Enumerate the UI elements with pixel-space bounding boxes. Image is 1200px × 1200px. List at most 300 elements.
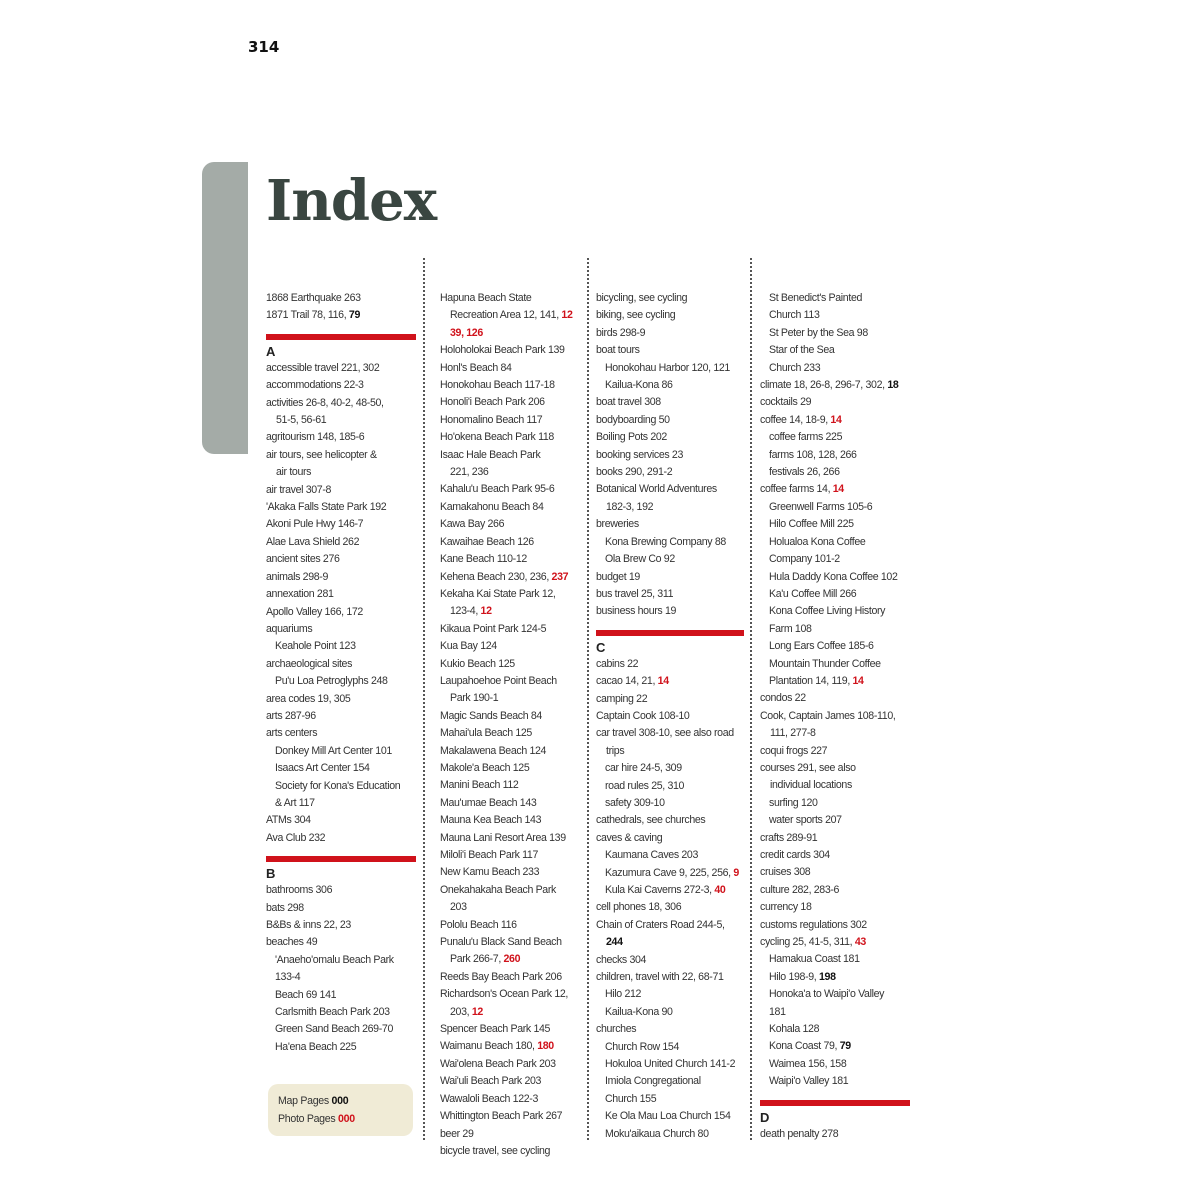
index-entry (440, 394, 580, 411)
entry-text: Kahalu'u Beach Park 95-6 (440, 483, 555, 496)
index-subentry (596, 1073, 744, 1090)
entry-text: Moku'aikaua Church 80 (605, 1127, 709, 1140)
entry-text: Star of the Sea (769, 344, 835, 357)
index-entry (440, 586, 580, 603)
map-page-ref: 244 (606, 936, 623, 949)
entry-text: Hilo 198-9, (769, 970, 819, 983)
entry-text: Greenwell Farms 105-6 (769, 500, 873, 513)
index-subentry (596, 377, 744, 394)
index-entry (760, 377, 910, 394)
entry-text: 221, 236 (450, 466, 489, 479)
entry-text: coffee 14, 18-9, (760, 413, 831, 426)
entry-text: Whittington Beach Park 267 (440, 1110, 563, 1123)
entry-text: Honoka'a to Waipi'o Valley (769, 988, 885, 1001)
index-entry (266, 290, 416, 307)
index-subentry (266, 1021, 416, 1038)
entry-text: Kona Coast 79, (769, 1040, 840, 1053)
index-subentry (760, 1038, 910, 1055)
index-entry (266, 917, 416, 934)
entry-text: Kane Beach 110-12 (440, 553, 527, 566)
index-entry (266, 499, 416, 516)
index-entry (266, 725, 416, 742)
entry-text: Green Sand Beach 269-70 (275, 1023, 393, 1036)
photo-page-ref: 12 (471, 1005, 483, 1018)
entry-text: Hula Daddy Kona Coffee 102 (769, 570, 898, 583)
photo-page-ref: 14 (832, 483, 844, 496)
entry-text: culture 282, 283-6 (760, 883, 840, 896)
index-entry (760, 847, 910, 864)
entry-text: air travel 307-8 (266, 483, 332, 496)
entry-text: aquariums (266, 622, 313, 635)
page-legend (268, 1084, 413, 1136)
entry-text: 133-4 (275, 971, 301, 984)
entry-text: Mauna Lani Resort Area 139 (440, 831, 566, 844)
letter-heading: D (760, 1109, 770, 1125)
index-entry (266, 534, 416, 551)
entry-text: Long Ears Coffee 185-6 (769, 640, 874, 653)
entry-text: individual locations (770, 779, 852, 792)
entry-text: cabins 22 (596, 657, 639, 670)
index-entry (760, 882, 910, 899)
index-column-2 (440, 290, 580, 1160)
index-entry (760, 760, 910, 777)
index-entry (440, 708, 580, 725)
entry-text: Honokohau Beach 117-18 (440, 379, 555, 392)
entry-text: Kawa Bay 266 (440, 518, 505, 531)
index-entry (596, 952, 744, 969)
entry-text: Pu'u Loa Petroglyphs 248 (275, 675, 388, 688)
index-subentry (596, 882, 744, 899)
entry-text: Honoli'i Beach Park 206 (440, 396, 545, 409)
index-entry (596, 516, 744, 533)
index-entry (596, 290, 744, 307)
index-entry (440, 847, 580, 864)
index-entry (266, 516, 416, 533)
entry-text: 123-4, (450, 605, 481, 618)
index-entry (440, 986, 580, 1003)
entry-text: Makole'a Beach 125 (440, 761, 530, 774)
index-subentry (760, 325, 910, 342)
index-entry (266, 307, 416, 324)
entry-text: Kona Coffee Living History (769, 605, 886, 618)
index-subentry (596, 795, 744, 812)
entry-text: Isaac Hale Beach Park (440, 448, 541, 461)
index-entry (760, 830, 910, 847)
entry-text: ATMs 304 (266, 814, 311, 827)
index-entry-continuation (266, 795, 416, 812)
entry-text: Ha'ena Beach 225 (275, 1040, 357, 1053)
index-entry (596, 830, 744, 847)
entry-text: arts 287-96 (266, 709, 316, 722)
entry-text: St Benedict's Painted (769, 292, 863, 304)
entry-text: books 290, 291-2 (596, 466, 673, 479)
index-column-3 (596, 290, 744, 1143)
index-subentry (266, 778, 416, 795)
index-subentry (760, 603, 910, 620)
entry-text: 203 (450, 901, 467, 914)
index-entry (596, 917, 744, 934)
entry-text: 51-5, 56-61 (276, 414, 327, 427)
entry-text: Kekaha Kai State Park 12, (440, 587, 556, 600)
index-subentry (760, 534, 910, 551)
page-title: Index (266, 168, 437, 234)
entry-text: Company 101-2 (769, 553, 840, 566)
entry-text: New Kamu Beach 233 (440, 866, 540, 879)
index-entry (596, 394, 744, 411)
entry-text: farms 108, 128, 266 (769, 448, 857, 461)
index-subentry (266, 743, 416, 760)
entry-text: budget 19 (596, 570, 640, 583)
index-subentry (266, 673, 416, 690)
index-entry (266, 377, 416, 394)
map-page-ref: 79 (839, 1040, 851, 1053)
photo-page-ref: 40 (714, 884, 726, 896)
index-entry (596, 481, 744, 498)
index-entry (266, 395, 416, 412)
entry-text: beaches 49 (266, 936, 318, 949)
index-entry-continuation (760, 725, 910, 742)
entry-text: condos 22 (760, 692, 806, 705)
index-entry (440, 969, 580, 986)
index-entry (440, 917, 580, 934)
index-entry (440, 795, 580, 812)
photo-page-ref: 14 (657, 675, 669, 688)
index-entry (596, 673, 744, 690)
photo-page-ref: 43 (854, 936, 866, 949)
entry-text: 'Anaeho'omalu Beach Park (275, 953, 394, 966)
index-entry-continuation (760, 621, 910, 638)
entry-text: Laupahoehoe Point Beach (440, 674, 557, 687)
index-subentry (760, 1056, 910, 1073)
legend-map-value: 000 (331, 1095, 349, 1107)
index-entry (440, 812, 580, 829)
photo-page-ref: 12 (480, 605, 492, 618)
index-entry (596, 307, 744, 324)
entry-text: Church 113 (769, 309, 820, 322)
index-entry-continuation (440, 603, 580, 620)
index-entry (266, 482, 416, 499)
index-entry (440, 673, 580, 690)
entry-text: Onekahakaha Beach Park (440, 883, 556, 896)
entry-text: Cook, Captain James 108-110, (760, 709, 896, 722)
entry-text: Ho'okena Beach Park 118 (440, 431, 554, 444)
index-entry (440, 377, 580, 394)
entry-text: Magic Sands Beach 84 (440, 709, 542, 722)
entry-text: boat travel 308 (596, 396, 661, 409)
entry-text: Wawaloli Beach 122-3 (440, 1092, 539, 1105)
index-subentry (596, 847, 744, 864)
index-entry (266, 447, 416, 464)
index-subentry (760, 969, 910, 986)
entry-text: climate 18, 26-8, 296-7, 302, (760, 379, 888, 392)
photo-page-ref: 9 (733, 866, 739, 879)
index-entry (440, 1056, 580, 1073)
column-divider (423, 258, 425, 1140)
index-entry-continuation (440, 951, 580, 968)
index-entry-continuation (440, 899, 580, 916)
entry-text: & Art 117 (275, 796, 315, 809)
map-page-ref: 198 (818, 970, 836, 983)
legend-photo-pages (278, 1110, 403, 1128)
entry-text: Waimea 156, 158 (769, 1057, 847, 1070)
index-entry (266, 691, 416, 708)
entry-text: Makalawena Beach 124 (440, 744, 547, 757)
entry-text: surfing 120 (769, 796, 818, 809)
entry-text: Plantation 14, 119, (769, 674, 853, 687)
photo-page-ref: 237 (551, 570, 569, 583)
entry-text: Kehena Beach 230, 236, (440, 570, 552, 583)
entry-text: safety 309-10 (605, 796, 665, 809)
index-entry (596, 656, 744, 673)
legend-map-pages (278, 1092, 403, 1110)
entry-text: Mahai'ula Beach 125 (440, 727, 532, 740)
entry-text: Mau'umae Beach 143 (440, 796, 537, 809)
entry-text: biking, see cycling (596, 309, 676, 322)
entry-text: boat tours (596, 344, 640, 357)
index-entry (760, 1126, 910, 1143)
entry-text: Waimanu Beach 180, (440, 1040, 538, 1053)
index-entry-continuation (440, 1004, 580, 1021)
index-entry (760, 394, 910, 411)
index-entry (596, 447, 744, 464)
photo-page-ref: 14 (830, 413, 842, 426)
letter-heading: C (596, 639, 606, 655)
entry-text: Society for Kona's Education (275, 779, 401, 792)
entry-text: coffee farms 14, (760, 483, 833, 496)
index-entry (440, 760, 580, 777)
index-entry (440, 342, 580, 359)
index-entry (440, 777, 580, 794)
entry-text: Chain of Craters Road 244-5, (596, 918, 725, 931)
index-subentry (760, 986, 910, 1003)
entry-text: checks 304 (596, 953, 647, 966)
entry-text: activities 26-8, 40-2, 48-50, (266, 396, 384, 409)
photo-page-ref: 180 (537, 1040, 554, 1053)
section-tab (202, 162, 248, 454)
entry-text: booking services 23 (596, 448, 683, 461)
index-entry (596, 725, 744, 742)
index-entry-continuation (760, 1004, 910, 1021)
index-entry (760, 708, 910, 725)
index-entry-continuation (266, 969, 416, 986)
index-entry (440, 1143, 580, 1160)
index-column-4 (760, 290, 910, 1143)
index-subentry (266, 1004, 416, 1021)
letter-divider (266, 856, 416, 862)
index-subentry (760, 951, 910, 968)
entry-text: 1871 Trail 78, 116, (266, 309, 349, 322)
entry-text: 181 (769, 1005, 786, 1018)
index-entry-continuation (760, 673, 910, 690)
entry-text: road rules 25, 310 (605, 779, 685, 792)
index-entry (760, 481, 910, 498)
entry-text: St Peter by the Sea 98 (769, 326, 868, 339)
index-entry (440, 481, 580, 498)
entry-text: air tours, see helicopter & (266, 448, 377, 461)
entry-text: Honl's Beach 84 (440, 361, 512, 374)
legend-photo-value: 000 (338, 1113, 355, 1125)
index-subentry (760, 342, 910, 359)
entry-text: Park 266-7, (450, 953, 504, 966)
index-entry (440, 725, 580, 742)
index-subentry (596, 1126, 744, 1143)
index-entry (596, 429, 744, 446)
entry-text: coqui frogs 227 (760, 744, 828, 757)
index-entry (266, 429, 416, 446)
entry-text: cruises 308 (760, 866, 811, 879)
entry-text: accessible travel 221, 302 (266, 361, 380, 374)
entry-text: Spencer Beach Park 145 (440, 1023, 551, 1036)
index-entry-continuation (440, 690, 580, 707)
index-entry (596, 708, 744, 725)
entry-text: Honokohau Harbor 120, 121 (605, 361, 730, 374)
index-entry (596, 899, 744, 916)
entry-text: Kazumura Cave 9, 225, 256, (605, 866, 734, 879)
entry-text: Akoni Pule Hwy 146-7 (266, 518, 364, 531)
entry-text: cacao 14, 21, (596, 675, 658, 688)
entry-text: beer 29 (440, 1127, 474, 1140)
entry-text: Beach 69 141 (275, 988, 337, 1001)
entry-text: animals 298-9 (266, 570, 328, 583)
index-entry (596, 691, 744, 708)
index-entry (596, 1021, 744, 1038)
entry-text: Kawaihae Beach 126 (440, 535, 534, 548)
index-entry (266, 882, 416, 899)
index-entry (440, 429, 580, 446)
index-subentry (596, 778, 744, 795)
index-entry (760, 743, 910, 760)
entry-text: Church 233 (769, 361, 821, 374)
entry-text: Kua Bay 124 (440, 640, 497, 653)
index-entry (266, 551, 416, 568)
entry-text: 1868 Earthquake 263 (266, 292, 361, 304)
index-entry (440, 864, 580, 881)
index-entry (266, 569, 416, 586)
index-entry (596, 569, 744, 586)
entry-text: courses 291, see also (760, 761, 856, 774)
entry-text: Pololu Beach 116 (440, 918, 517, 931)
index-entry (596, 969, 744, 986)
entry-text: coffee farms 225 (769, 431, 843, 444)
index-subentry (596, 865, 744, 882)
index-entry (440, 1038, 580, 1055)
photo-page-ref: 260 (503, 953, 521, 966)
index-subentry (596, 1056, 744, 1073)
index-entry-continuation (266, 412, 416, 429)
index-entry (760, 934, 910, 951)
column-divider (750, 258, 752, 1140)
index-subentry (760, 447, 910, 464)
index-subentry (596, 1039, 744, 1056)
index-subentry (760, 638, 910, 655)
entry-text: Hilo 212 (605, 988, 642, 1001)
index-entry (440, 360, 580, 377)
entry-text: accommodations 22-3 (266, 379, 364, 392)
entry-text: 'Akaka Falls State Park 192 (266, 501, 387, 514)
index-entry (760, 690, 910, 707)
index-entry (596, 812, 744, 829)
index-subentry (266, 638, 416, 655)
index-entry (596, 325, 744, 342)
index-subentry (596, 360, 744, 377)
entry-text: bicycle travel, see cycling (440, 1144, 551, 1157)
entry-text: breweries (596, 518, 639, 531)
index-entry (440, 1073, 580, 1090)
index-subentry (760, 290, 910, 307)
index-entry (266, 360, 416, 377)
index-entry (266, 830, 416, 847)
index-entry-continuation (440, 464, 580, 481)
index-subentry (596, 1108, 744, 1125)
entry-text: Miloli'i Beach Park 117 (440, 849, 538, 861)
entry-text: Apollo Valley 166, 172 (266, 605, 363, 618)
index-subentry (760, 795, 910, 812)
index-subentry (266, 1039, 416, 1056)
entry-text: death penalty 278 (760, 1127, 839, 1140)
entry-text: Alae Lava Shield 262 (266, 535, 360, 548)
index-entry-continuation (266, 464, 416, 481)
entry-text: trips (606, 744, 625, 757)
entry-text: Wai'uli Beach Park 203 (440, 1075, 542, 1088)
index-subentry (760, 499, 910, 516)
index-entry (760, 917, 910, 934)
entry-text: cathedrals, see churches (596, 814, 706, 827)
photo-page-ref: 14 (852, 674, 864, 687)
index-entry (440, 516, 580, 533)
entry-text: children, travel with 22, 68-71 (596, 971, 724, 984)
entry-text: Carlsmith Beach Park 203 (275, 1006, 390, 1019)
index-subentry (760, 586, 910, 603)
letter-divider (596, 630, 744, 636)
entry-text: Hokuloa United Church 141-2 (605, 1058, 736, 1071)
index-entry-continuation (760, 307, 910, 324)
entry-text: Hapuna Beach State (440, 292, 532, 304)
entry-text: bathrooms 306 (266, 884, 333, 897)
entry-text: festivals 26, 266 (769, 466, 840, 479)
index-entry (266, 586, 416, 603)
index-entry (440, 290, 580, 307)
index-entry (440, 1091, 580, 1108)
entry-text: Recreation Area 12, 141, (450, 309, 562, 322)
entry-text: arts centers (266, 727, 318, 740)
entry-text: car travel 308-10, see also road (596, 727, 734, 740)
index-subentry (760, 1073, 910, 1090)
index-entry (266, 656, 416, 673)
entry-text: Church Row 154 (605, 1040, 680, 1053)
index-entry (440, 743, 580, 760)
index-subentry (596, 1004, 744, 1021)
entry-text: car hire 24-5, 309 (605, 762, 682, 775)
entry-text: area codes 19, 305 (266, 692, 351, 705)
entry-text: Ke Ola Mau Loa Church 154 (605, 1110, 731, 1123)
map-page-ref: 18 (887, 379, 899, 392)
entry-text: 203, (450, 1005, 472, 1018)
photo-page-ref: 39, 126 (450, 326, 483, 339)
entry-text: Mountain Thunder Coffee (769, 657, 881, 670)
index-entry (760, 864, 910, 881)
entry-text: crafts 289-91 (760, 831, 818, 844)
entry-text: Kukio Beach 125 (440, 657, 515, 670)
entry-text: Kailua-Kona 86 (605, 379, 673, 392)
index-subentry (596, 534, 744, 551)
entry-text: Holualoa Kona Coffee (769, 535, 866, 548)
index-entry (440, 830, 580, 847)
entry-text: Captain Cook 108-10 (596, 709, 690, 722)
entry-text: water sports 207 (769, 814, 842, 827)
index-entry (596, 586, 744, 603)
letter-divider (760, 1100, 910, 1106)
entry-text: cocktails 29 (760, 396, 812, 409)
